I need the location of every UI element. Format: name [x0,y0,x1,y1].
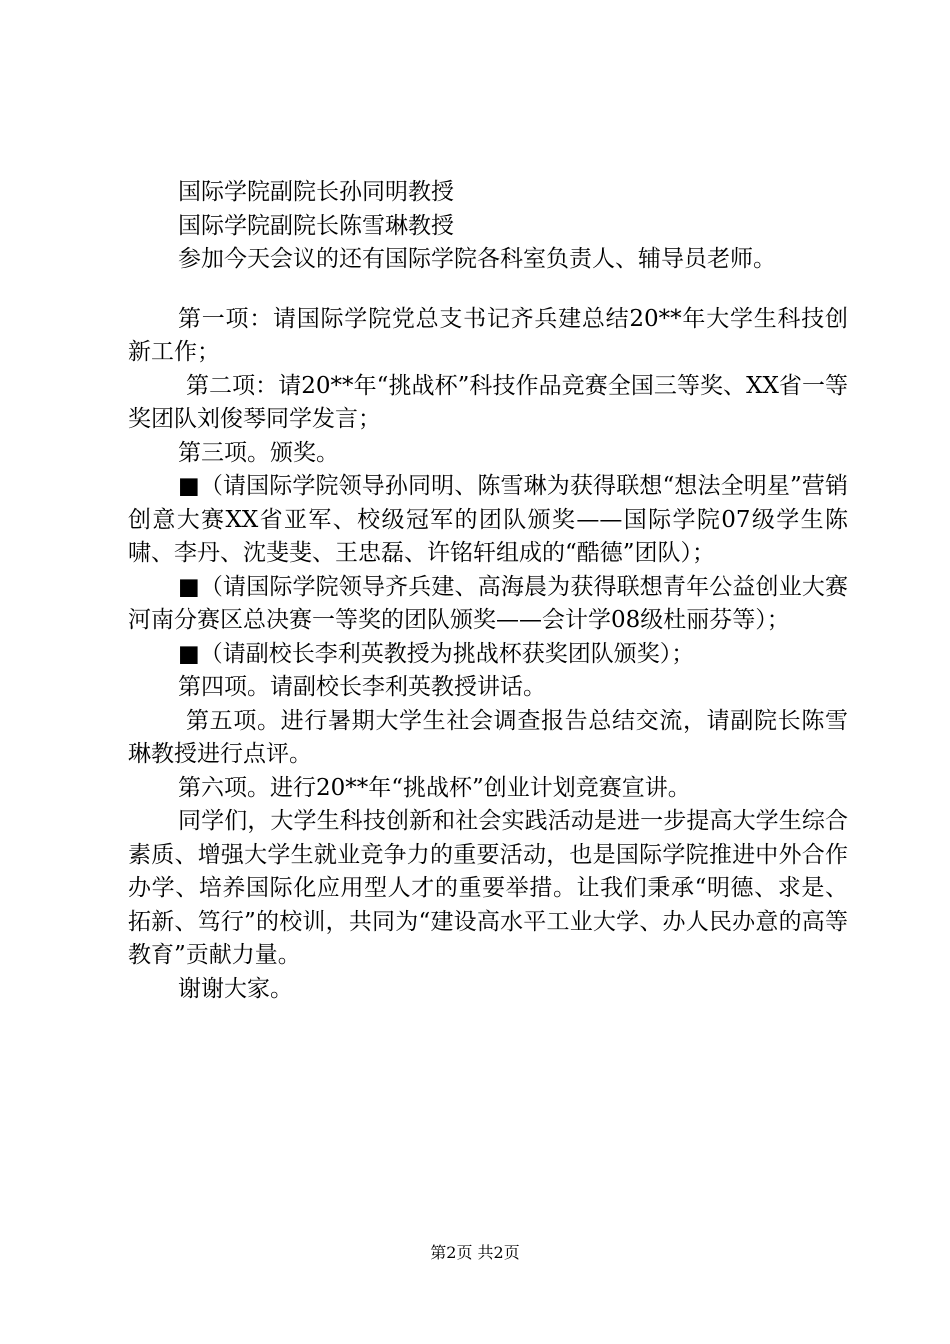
attendee-line-1: 国际学院副院长孙同明教授 [178,179,454,205]
thanks-line: 谢谢大家。 [178,975,293,1002]
award-item-1: ■（请国际学院领导孙同明、陈雪琳为获得联想“想法全明星”营销创意大赛XX省亚军、校级冠军的团队颁奖——国际学院07级学生陈啸、李丹、沈斐斐、王忠磊、许铭轩组成的“酷德”团队）； [128,473,848,566]
agenda-item-1: 第一项：请国际学院党总支书记齐兵建总结20**年大学生科技创新工作； [128,305,848,365]
agenda-item-3: 第三项。颁奖。 [178,439,339,466]
attendee-line-2: 国际学院副院长陈雪琳教授 [178,212,454,239]
document-body [128,176,848,1006]
agenda-item-4: 第四项。请副校长李利英教授讲话。 [178,674,546,700]
agenda-item-5: 第五项。进行暑期大学生社会调查报告总结交流，请副院长陈雪琳教授进行点评。 [128,707,848,767]
agenda-item-2: 第二项：请20**年“挑战杯”科技作品竞赛全国三等奖、XX省一等奖团队刘俊琴同学发言； [128,372,848,432]
attendee-line-3: 参加今天会议的还有国际学院各科室负责人、辅导员老师。 [178,246,776,272]
agenda-item-6: 第六项。进行20**年“挑战杯”创业计划竞赛宣讲。 [178,774,691,801]
closing-paragraph: 同学们，大学生科技创新和社会实践活动是进一步提高大学生综合素质、增强大学生就业竞争力的重要活动，也是国际学院推进中外合作办学、培养国际化应用型人才的重要举措。让我们秉承“明德、求是、拓新、笃行”的校训，共同为“建设高水平工业大学、办人民办意的高等教育”贡献力量。 [128,808,848,968]
page-footer: 第2页 共2页 [430,1243,520,1262]
award-item-3: ■（请副校长李利英教授为挑战杯获奖团队颁奖）； [178,640,695,667]
award-item-2: ■（请国际学院领导齐兵建、高海晨为获得联想青年公益创业大赛河南分赛区总决赛一等奖的团队颁奖——会计学08级杜丽芬等）； [128,573,848,633]
paragraph-gap [128,277,848,303]
